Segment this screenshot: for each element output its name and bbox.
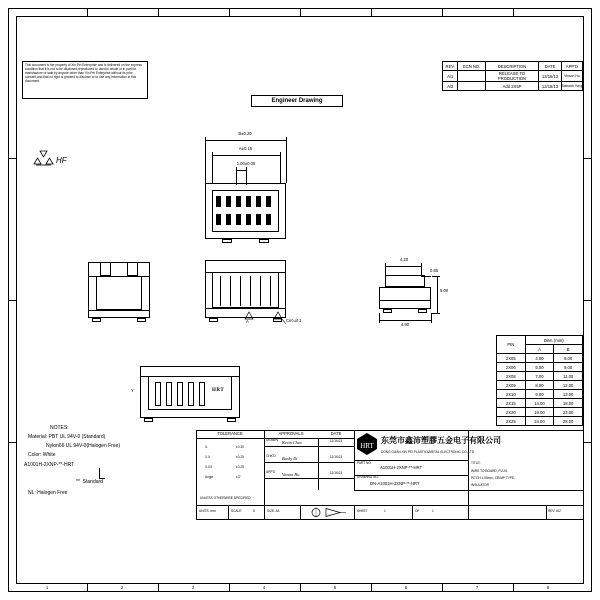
table-row — [497, 381, 583, 390]
rev-label: REV. — [548, 509, 556, 513]
rev-header-desc: DESCRIPTION — [485, 62, 539, 71]
border-col-label: 5 — [333, 585, 337, 590]
bottom-view-slot — [199, 382, 205, 406]
bottom-view-foot — [227, 418, 236, 422]
notes-part-code: A1001H-2XNP-**-HRT — [24, 462, 75, 468]
table-row — [443, 71, 583, 82]
first-angle-projection-icon — [306, 507, 350, 518]
pin-cell-pin: 2X25 — [497, 417, 526, 426]
table-row — [497, 354, 583, 363]
table-row — [497, 408, 583, 417]
pin-dimension-table — [496, 335, 583, 426]
bottom-view-slot — [188, 382, 194, 406]
pin-cell-a: 14.00 — [525, 399, 554, 408]
brand-mark-hrt: HRT — [212, 388, 225, 393]
units-label: UNITS: mm — [199, 509, 216, 513]
approvals-date: 12/16/13 — [329, 455, 343, 459]
table-row — [497, 390, 583, 399]
table-row — [497, 363, 583, 372]
top-view-tab — [259, 239, 269, 243]
title-line: INSULATOR — [471, 483, 489, 487]
pin-cell-pin: 2X08 — [497, 372, 526, 381]
tolerance-value: ±0.25 — [236, 455, 244, 459]
border-col-label: 1 — [45, 585, 49, 590]
pin-table-header-b: B — [554, 345, 583, 354]
pin-cell-a: 7.00 — [525, 372, 554, 381]
pin-cell-a: 9.00 — [525, 390, 554, 399]
approvals-date: 12/16/13 — [329, 439, 343, 443]
contact-slot — [216, 214, 221, 225]
table-row — [497, 399, 583, 408]
tolerance-value: ±3° — [236, 475, 241, 479]
tolerance-value: ±0.30 — [236, 445, 244, 449]
sheet-value: 1 — [384, 509, 386, 513]
contact-slot — [256, 214, 261, 225]
contact-slot — [236, 214, 241, 225]
engineer-drawing-label: Engineer Drawing — [271, 98, 323, 104]
tolerance-label: X. — [205, 445, 209, 449]
dim-a-label: A±0.15 — [238, 146, 253, 151]
left-view-notch — [127, 262, 138, 276]
pin-table-header-a: A — [525, 345, 554, 354]
pin-cell-b: 18.00 — [554, 399, 583, 408]
border-col-label: 6 — [404, 585, 408, 590]
contact-slot — [226, 196, 231, 207]
rev-cell-date: 12/18/13 — [539, 82, 561, 91]
notes-line: Nylon66 UL 94V-0(Halogen Free) — [28, 443, 121, 449]
company-name-cn: 东莞市鑫沛塑膠五金电子有限公司 — [381, 436, 501, 445]
notes-line: Color: White — [28, 452, 56, 458]
rev-cell-appd: Sainwoh Yong — [561, 82, 582, 91]
datum-y-label: Y — [131, 388, 134, 393]
side-view-outline — [385, 275, 425, 287]
dim-500-label: 5.00 — [440, 288, 449, 293]
top-view-tab — [222, 239, 232, 243]
approvals-name: Kevin Chen — [282, 440, 302, 445]
rev-cell-desc: Add 2X5P — [485, 82, 539, 91]
pin-cell-a: 5.00 — [525, 363, 554, 372]
notes-line: Material: PBT UL 94V-0 (Standard) — [28, 434, 106, 440]
title-line: PITCH 1.00mm, CRIMP TYPE, — [471, 476, 515, 480]
side-view-foot — [383, 309, 392, 313]
pin-cell-a: 4.00 — [525, 354, 554, 363]
pin-cell-pin: 2X06 — [497, 363, 526, 372]
tolerance-value: ±0.25 — [236, 465, 244, 469]
pin-cell-pin: 2X05 — [497, 354, 526, 363]
bottom-view-foot — [144, 418, 153, 422]
pin-cell-b: 28.00 — [554, 417, 583, 426]
scale-value: 5 — [253, 509, 255, 513]
svg-text:HRT: HRT — [360, 442, 374, 450]
notes-legend-halogen: NL: Halogen Free — [28, 490, 68, 496]
pin-cell-b: 23.00 — [554, 408, 583, 417]
border-col-label: 2 — [120, 585, 124, 590]
side-view-foot — [418, 309, 427, 313]
hrt-logo-icon — [356, 432, 378, 456]
pin-cell-b: 13.00 — [554, 390, 583, 399]
circuit-1-label: Circuit 1 — [286, 318, 302, 323]
rev-cell-desc: RELEASE TO PRODUCTION — [485, 71, 539, 82]
approvals-role: APP'D — [266, 470, 276, 474]
drawing-no-label: DRAWING NO. — [357, 475, 379, 479]
scale-label: SCALE — [231, 509, 242, 513]
table-row — [443, 82, 583, 91]
rev-header-ecn: ECN NO. — [458, 62, 485, 71]
rev-cell-rev: A/1 — [443, 71, 458, 82]
pin-table-header-pin: PIN — [497, 336, 526, 354]
bottom-view-slot — [166, 382, 172, 406]
pin-cell-a: 8.00 — [525, 381, 554, 390]
tolerance-label: Angle — [205, 475, 214, 479]
of-label: OF — [415, 509, 420, 513]
part-no-value: A1001H-2XNP-**-HRT — [380, 465, 423, 470]
left-view-body — [96, 276, 142, 310]
front-view-foot — [209, 318, 218, 322]
front-view-shroud — [212, 272, 279, 308]
pin-cell-b: 12.00 — [554, 381, 583, 390]
contact-slot — [266, 214, 271, 225]
notes-heading: NOTES: — [50, 425, 69, 431]
rev-cell-appd: Vinson Hu — [561, 71, 582, 82]
approvals-role: CHK'D — [266, 454, 276, 458]
approvals-name: Bucky Di — [282, 456, 298, 461]
tolerance-label: X.X — [205, 455, 211, 459]
approvals-date-header: DATE — [330, 431, 342, 436]
pin-table-header-dim: DIM. (mm) — [525, 336, 582, 345]
pin-cell-b: 9.00 — [554, 363, 583, 372]
rev-cell-date: 12/16/13 — [539, 71, 561, 82]
dim-pitch-label: 1.00±0.05 — [236, 161, 256, 166]
border-col-label: 4 — [262, 585, 266, 590]
left-view-foot — [137, 318, 146, 322]
revision-table — [442, 61, 583, 91]
contact-slot — [266, 196, 271, 207]
pin-cell-pin: 2X15 — [497, 399, 526, 408]
contact-slot — [246, 214, 251, 225]
title-line: WIRE TO BOARD, PLUG, — [471, 469, 509, 473]
left-view-notch — [100, 262, 111, 276]
side-view-body — [379, 287, 431, 309]
border-col-label: 7 — [475, 585, 479, 590]
left-view-foot — [92, 318, 101, 322]
pin-cell-b: 8.00 — [554, 354, 583, 363]
title-label: TITLE: — [471, 461, 481, 465]
table-row — [497, 417, 583, 426]
part-no-label: PART NO. — [357, 461, 372, 465]
approvals-date: 12/16/13 — [329, 471, 343, 475]
notes-legend-standard: ** Standard — [76, 479, 103, 485]
tolerance-label: X.XX — [205, 465, 213, 469]
proprietary-notice-text: This document is the property of Xin Pei Enterprise and is delivered on the express condition that it is not to be disclosed,reproduced or used,in whole or in part,for manufacture or sale by anyone other than Xin Pei Enterprise without its prior consent,and that no right is granted to disclose or to use any information in this document. — [25, 63, 142, 83]
pin-cell-pin: 2X20 — [497, 408, 526, 417]
contact-slot — [256, 196, 261, 207]
rev-header-date: DATE — [539, 62, 561, 71]
halogen-free-icon — [30, 148, 76, 174]
datum-a-label: A — [246, 319, 249, 324]
size-label: SIZE: A4 — [267, 509, 280, 513]
pin-cell-a: 19.00 — [525, 408, 554, 417]
rev-cell-ecn — [458, 82, 485, 91]
approvals-role: DRAWN — [266, 438, 278, 442]
rev-cell-ecn — [458, 71, 485, 82]
rev-cell-rev: A/2 — [443, 82, 458, 91]
dim-490-label: 4.90 — [400, 322, 410, 327]
contact-slot — [236, 196, 241, 207]
pin-cell-pin: 2X10 — [497, 390, 526, 399]
approvals-title: APPROVALS — [278, 431, 304, 436]
company-name-en: DONG GUAN XIN PEI PLASTIC&METAL ELECTRONIC CO.,LTD — [381, 450, 475, 454]
of-value: 1 — [432, 509, 434, 513]
bottom-view-slot — [155, 382, 161, 406]
rev-header-appd: APP'D — [561, 62, 582, 71]
pin-cell-b: 11.00 — [554, 372, 583, 381]
dim-b-label: B±0.20 — [238, 131, 252, 136]
tolerance-title: TOLERANCE — [217, 431, 243, 436]
sheet-label: SHEET — [357, 509, 368, 513]
svg-text:HF: HF — [56, 156, 67, 165]
rev-value: A/2 — [556, 509, 561, 513]
dim-085-label: 0.85 — [430, 268, 439, 273]
rev-header-rev: REV. — [443, 62, 458, 71]
bottom-view-slot — [177, 382, 183, 406]
contact-slot — [226, 214, 231, 225]
table-row — [497, 372, 583, 381]
pin-cell-pin: 2X09 — [497, 381, 526, 390]
contact-slot — [216, 196, 221, 207]
drawing-no-value: DN-A1001H-2XNP-**-HRT — [370, 481, 420, 486]
approvals-name: Vinson Hu — [282, 472, 300, 477]
pin-cell-a: 24.00 — [525, 417, 554, 426]
dim-420-label: 4.20 — [399, 257, 409, 262]
contact-slot — [246, 196, 251, 207]
border-col-label: 3 — [191, 585, 195, 590]
tolerance-footer: UNLESS OTHERWISE SPECIFIED — [200, 496, 251, 500]
border-col-label: 8 — [546, 585, 550, 590]
